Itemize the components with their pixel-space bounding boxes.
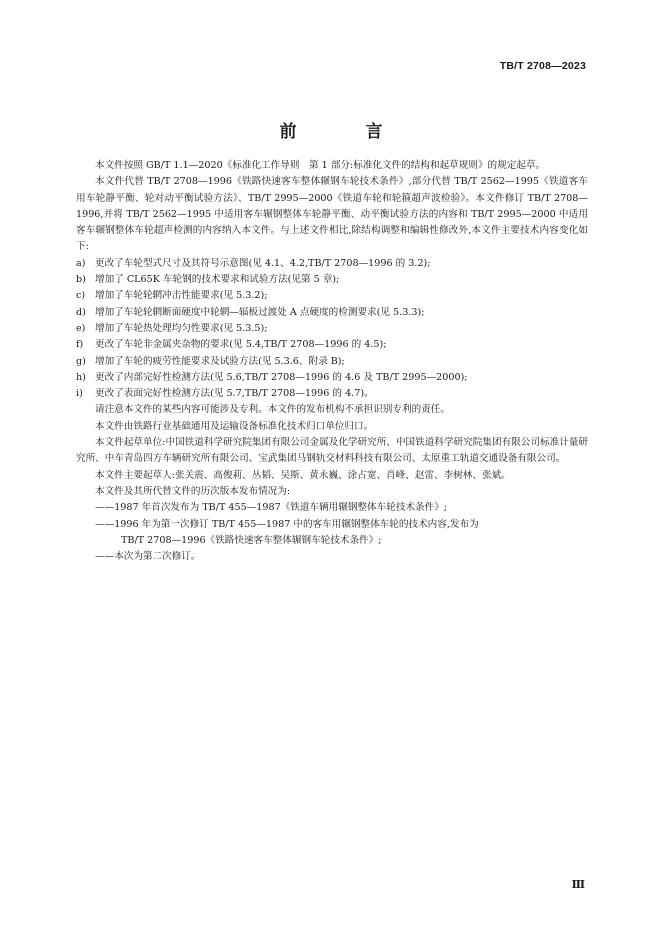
foreword-body [76,158,588,565]
history-entry: ——本次为第二次修订。 [95,551,201,563]
patent-notice: 请注意本文件的某些内容可能涉及专利。本文件的发布机构不承担识别专利的责任。 [95,404,450,416]
standard-code: TB/T 2708—2023 [499,60,586,72]
list-marker: d) [76,306,86,318]
list-item [76,321,588,337]
list-text: 增加了 CL65K 车轮钢的技术要求和试验方法(见第 5 章); [95,274,340,286]
list-item [76,256,588,272]
paragraph-replacement: 本文件代替 TB/T 2708—1996《铁路快速客车整体辗钢车轮技术条件》,部分代替 TB/T 2562—1995《铁道客车用车轮静平衡、轮对动平衡试验方法》、TB/T 2995—2000《铁道车轮和轮箍超声波检验》。本文件修订 TB/T 2708—1996,并将 TB/T 2562—1995 中适用客车辗钢整体车轮静平衡、动平衡试验方法的内容和 TB/T 2995—2000 中适用客车辗钢整体车轮超声检测的内容纳入本文件。与上述文件相比,除结构调整和编辑性修改外,本文件主要技术内容变化如下: [76,176,588,253]
history-entry: ——1987 年首次发布为 TB/T 455—1987《铁道车辆用辗钢整体车轮技术条件》; [95,502,448,514]
history-intro: 本文件及其所代替文件的历次版本发布情况为: [95,485,291,497]
list-item [76,288,588,304]
page-title: 前 言 [279,122,409,142]
list-item [76,305,588,321]
list-marker: c) [76,290,86,302]
list-marker: b) [76,274,86,286]
paragraph-drafting-rules: 本文件按照 GB/T 1.1—2020《标准化工作导则 第 1 部分:标准化文件的结构和起草规则》的规定起草。 [95,160,546,171]
list-marker: g) [76,355,86,367]
history-entry-line: ——1996 年为第一次修订 TB/T 455—1987 中的客车用辗钢整体车轮的技术内容,发布为 [95,518,479,530]
drafters: 本文件主要起草人:张关震、高俊莉、丛韬、吴斯、黄永巍、涂占宽、肖峰、赵雷、李树林、张斌。 [95,469,511,481]
version-history [76,500,588,565]
list-item [76,370,588,386]
list-marker: a) [76,257,86,269]
list-text: 更改了表面完好性检测方法(见 5.7,TB/T 2708—1996 的 4.7)。 [95,388,374,400]
page-number: Ⅲ [571,878,584,891]
list-item [76,272,588,288]
history-entry-line: TB/T 2708—1996《铁路快速客车整体辗钢车轮技术条件》; [121,534,382,546]
list-text: 增加了车轮轮辋断面硬度中轮辋—辐板过渡处 A 点硬度的检测要求(见 5.3.3); [95,306,425,318]
responsible-unit: 本文件由铁路行业基础通用及运输设备标准化技术归口单位归口。 [95,420,374,432]
list-text: 增加了车轮热处理均匀性要求(见 5.3.5); [95,322,268,334]
list-marker: i) [76,388,83,400]
list-text: 更改了车轮型式尺寸及其符号示意图(见 4.1、4.2,TB/T 2708—1996 的 3.2); [95,257,431,269]
list-marker: h) [76,371,86,383]
list-marker: e) [76,322,86,334]
list-item [76,386,588,402]
drafting-units: 本文件起草单位:中国铁道科学研究院集团有限公司金属及化学研究所、中国铁道科学研究院集团有限公司标准计量研究所、中车青岛四方车辆研究所有限公司、宝武集团马钢轨交材料科技有限公司、太原重工轨道交通设备有限公司。 [76,437,588,465]
list-text: 增加了车轮轮辋冲击性能要求(见 5.3.2); [95,290,268,302]
changes-list [76,256,588,403]
list-text: 更改了车轮非金属夹杂物的要求(见 5.4,TB/T 2708—1996 的 4.5); [95,339,387,351]
history-entry [76,517,588,550]
list-item [76,337,588,353]
list-text: 更改了内部完好性检测方法(见 5.6,TB/T 2708—1996 的 4.6 及 TB/T 2995—2000); [95,371,468,383]
list-marker: f) [76,339,84,351]
list-item [76,354,588,370]
list-text: 增加了车轮的疲劳性能要求及试验方法(见 5.3.6、附录 B); [95,355,345,367]
